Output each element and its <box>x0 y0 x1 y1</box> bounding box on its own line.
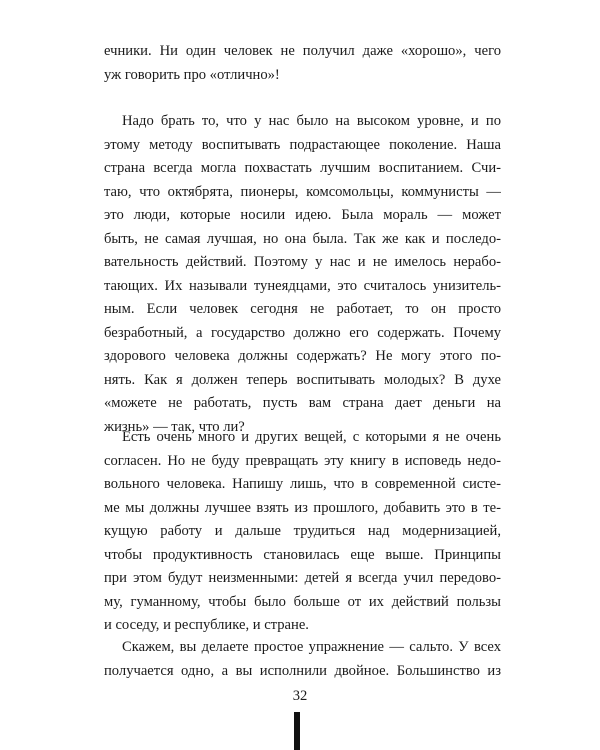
text-line: ечники. Ни один человек не получил даже «хорошо», чего <box>104 43 501 59</box>
text-line: страна всегда могла похвастать лучшим воспитанием. Счи- <box>104 160 501 176</box>
paragraph-1 <box>104 40 501 87</box>
text-line: безработный, а государство должно его содержать. Почему <box>104 324 501 341</box>
text-line: здорового человека должны содержать? Не могу этого по- <box>104 348 501 364</box>
text-line: это люди, которые носили идею. Была мораль — может <box>104 207 501 223</box>
text-line: Есть очень много и других вещей, с которыми я не очень <box>122 429 501 445</box>
text-line: уж говорить про «отлично»! <box>104 66 280 83</box>
paragraph-3 <box>104 426 501 638</box>
page-edge-marker <box>294 712 300 750</box>
text-line: Скажем, вы делаете простое упражнение — сальто. У всех <box>122 639 501 655</box>
text-line: этому методу воспитывать подрастающее поколение. Наша <box>104 136 501 153</box>
text-line: быть, не самая лучшая, но она была. Так же как и последо- <box>104 230 501 247</box>
text-line: нять. Как я должен теперь воспитывать молодых? В духе <box>104 371 501 388</box>
text-line: Надо брать то, что у нас было на высоком уровне, и по <box>122 113 501 129</box>
text-line: таю, что октябрята, пионеры, комсомольцы, коммунисты — <box>104 183 501 200</box>
page-number: 32 <box>292 688 308 704</box>
paragraph-2 <box>104 110 501 439</box>
text-line: му, гуманному, чтобы было больше от их действий пользы <box>104 593 501 610</box>
text-line: и соседу, и республике, и стране. <box>104 617 309 633</box>
text-line: ным. Если человек сегодня не работает, то он просто <box>104 301 501 317</box>
text-line: жизнь» — так, что ли? <box>104 418 245 435</box>
text-line: кущую работу и дальше трудиться над модернизацией, <box>104 523 501 539</box>
text-line: чтобы продуктивность становилась еще выше. Принципы <box>104 546 501 563</box>
text-line: согласен. Но не буду превращать эту книгу в исповедь недо- <box>104 452 501 469</box>
text-line: при этом будут неизменными: детей я всегда учил передово- <box>104 570 501 586</box>
text-line: тающих. Их называли тунеядцами, это считалось унизитель- <box>104 277 501 294</box>
paragraph-4 <box>104 636 501 683</box>
text-line: «можете не работать, пусть вам страна дает деньги на <box>104 395 501 411</box>
text-line: вательность действий. Поэтому у нас и не имелось нерабо- <box>104 254 501 270</box>
text-line: ме мы должны лучшее взять из прошлого, добавить это в те- <box>104 499 501 516</box>
text-line: получается одно, а вы исполнили двойное. Большинство из <box>104 662 501 679</box>
text-line: вольного человека. Напишу лишь, что в современной систе- <box>104 476 501 492</box>
